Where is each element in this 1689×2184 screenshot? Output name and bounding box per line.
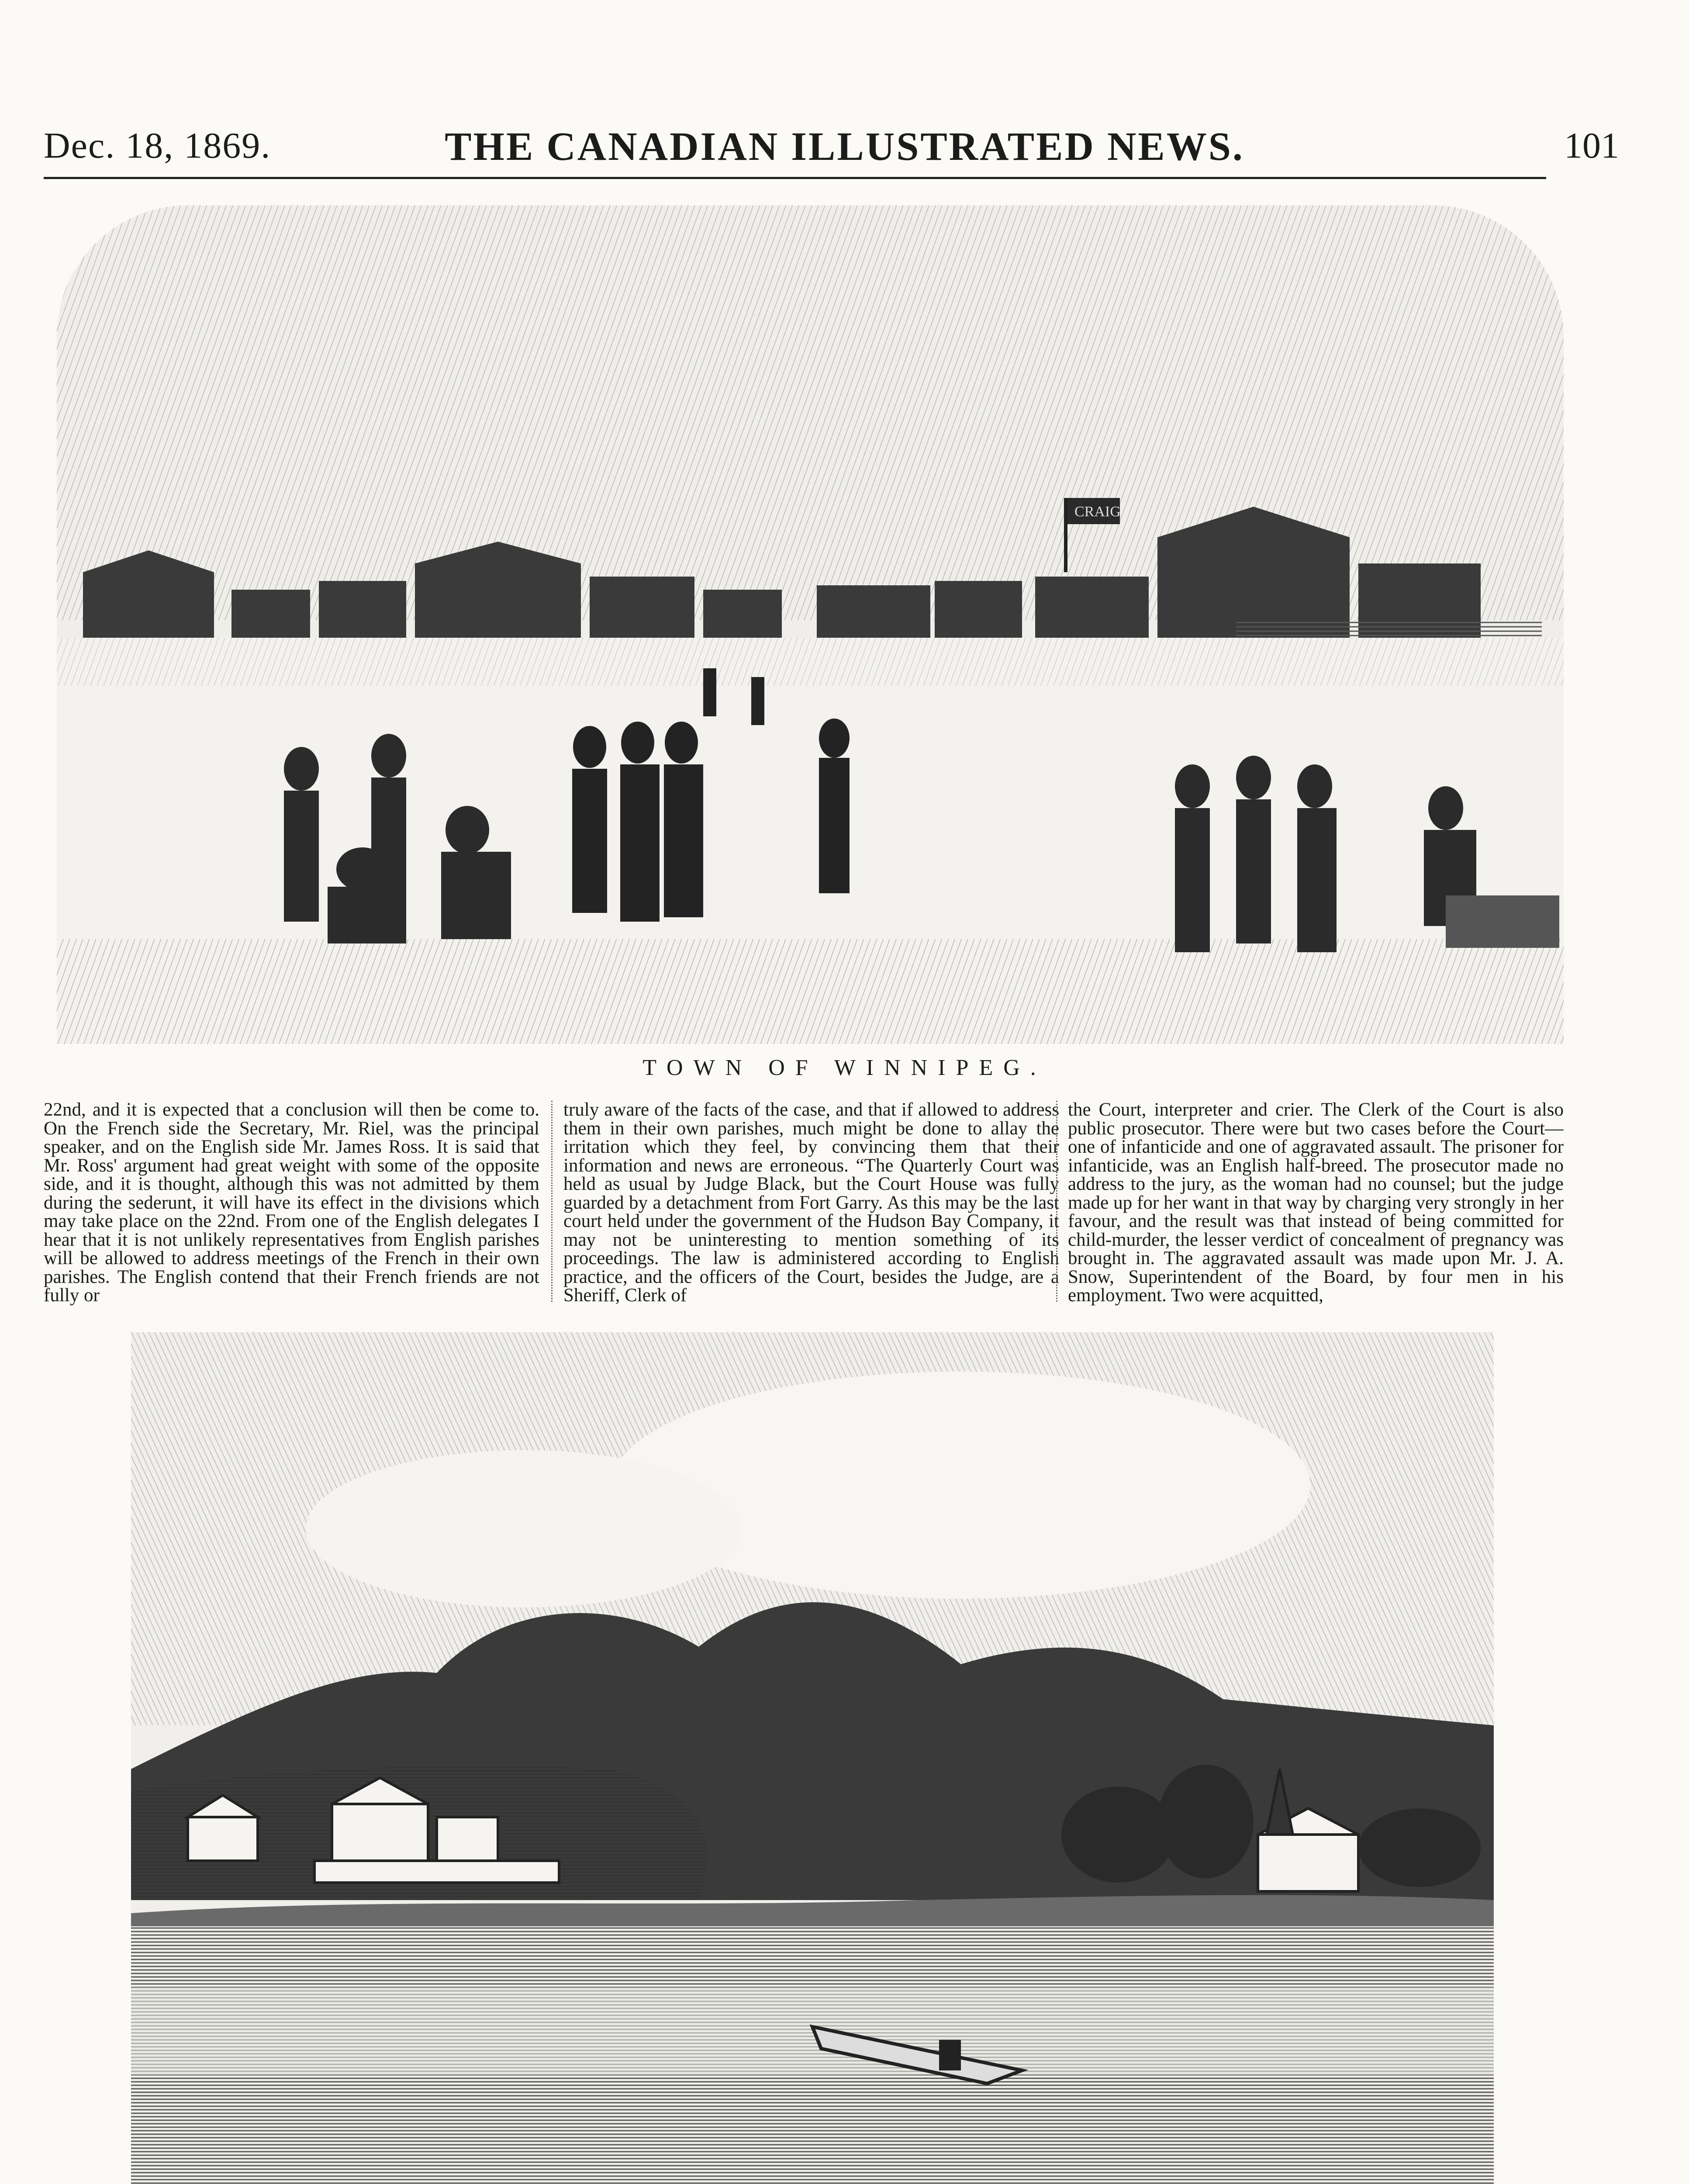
flag-sign: CRAIG xyxy=(1074,504,1121,520)
article-column-2: truly aware of the facts of the case, and that if allowed to address them in their own parishes, much might be done to allay the irritation which they feel, by convincing them that their information and news are erroneous. “The Quarterly Court was held as usual by Judge Black, but the Court House was fully guarded by a detachment from Fort Garry. As this may be the last court held under the government of the Hudson Bay Company, it may not be uninteresting to mention something of its proceedings. The law is administered according to English practice, and the officers of the Court, besides the Judge, are a Sheriff, Clerk of xyxy=(563,1101,1059,1306)
masthead xyxy=(0,0,1689,183)
column-divider xyxy=(1056,1101,1057,1302)
fort-metabetchouan-engraving-art xyxy=(131,1332,1494,2184)
winnipeg-engraving-art xyxy=(57,205,1564,1044)
masthead-rule xyxy=(44,177,1546,179)
newspaper-title: THE CANADIAN ILLUSTRATED NEWS. xyxy=(445,124,1244,169)
caption-town-of-winnipeg: TOWN OF WINNIPEG. xyxy=(642,1055,1047,1080)
column-divider xyxy=(551,1101,553,1302)
article-column-1: 22nd, and it is expected that a conclusion will then be come to. On the French side the Secretary, Mr. Riel, was the principal speaker, and on the English side Mr. James Ross. It is said that Mr. Ross' argument had great weight with some of the opposite side, and it is thought, although this was not admitted by them during the sederunt, it will have its effect in the divisions which may take place on the 22nd. From one of the English delegates I hear that it is not unlikely representatives from English parishes will be allowed to address meetings of the French in their own parishes. The English contend that their French friends are not fully or xyxy=(44,1101,539,1306)
page-number: 101 xyxy=(1564,125,1619,166)
article-column-3: the Court, interpreter and crier. The Clerk of the Court is also public prosecutor. There were but two cases before the Court—one of infanticide and one of aggravated assault. The prisoner for infanticide, was an English half-breed. The prosecutor made no address to the jury, as the woman had no counsel; but the judge made up for her want in that way by charging very strongly in her favour, and the result was that instead of being committed for child-murder, the lesser verdict of concealment of pregnancy was brought in. The aggravated assault was made upon Mr. J. A. Snow, Superintendent of the Board, by four men in his employment. Two were acquitted, xyxy=(1068,1101,1564,1306)
fort-metabetchouan-engraving xyxy=(131,1332,1494,2184)
issue-date: Dec. 18, 1869. xyxy=(44,125,271,166)
winnipeg-engraving xyxy=(57,205,1564,1044)
